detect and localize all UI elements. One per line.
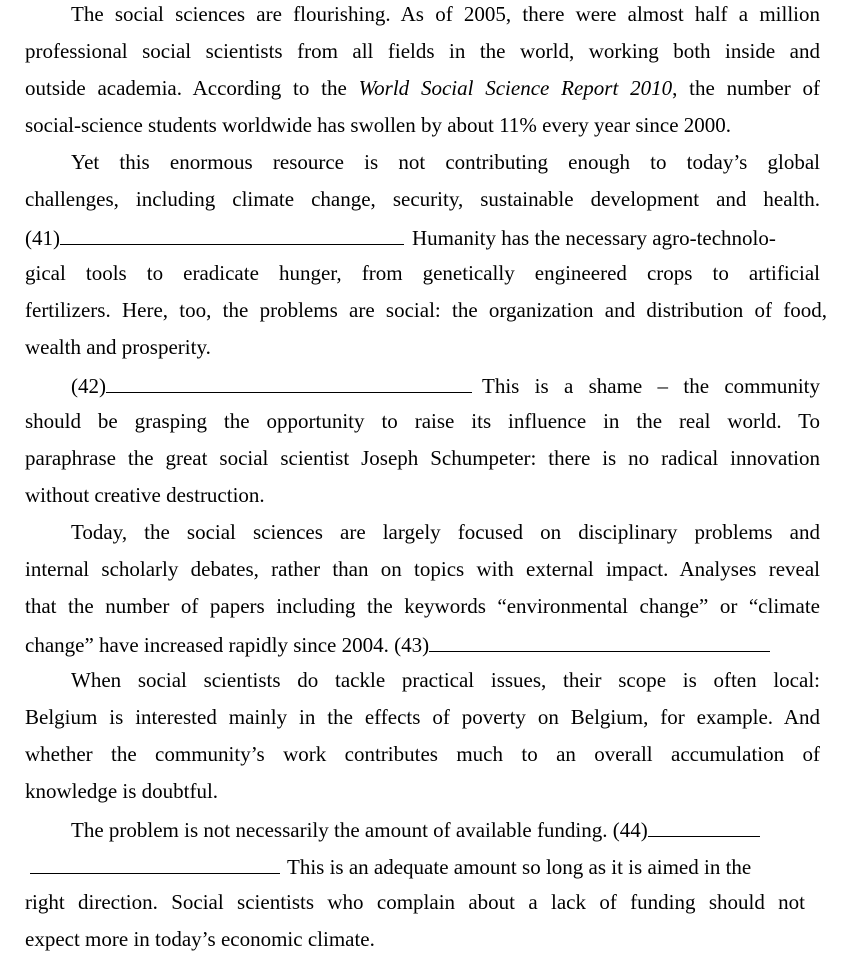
p5-line-1: When social scientists do tackle practical issues, their scope is often local: — [71, 668, 820, 692]
report-title: World Social Science Report 2010 — [358, 76, 673, 100]
p2-line-6: wealth and prosperity. — [25, 335, 211, 359]
blank-41-label: (41) — [25, 226, 60, 250]
p1-line-1: The social sciences are flourishing. As of 2005, there were almost half a million — [71, 2, 820, 26]
p3-line-2: should be grasping the opportunity to raise its influence in the real world. To — [25, 409, 820, 433]
p2-line-5: fertilizers. Here, too, the problems are social: the organization and distribution of food, — [25, 298, 827, 322]
p1-line-4: social-science students worldwide has swollen by about 11% every year since 2000. — [25, 113, 732, 137]
p4-line-2: internal scholarly debates, rather than on topics with external impact. Analyses reveal — [25, 557, 820, 581]
p1-line-3: outside academia. According to the World Social Science Report 2010, the number of — [25, 76, 821, 100]
p4-line-4 — [25, 625, 820, 662]
p2-line-3: (41) Humanity has the necessary agro-technolo- — [25, 218, 820, 255]
p3-line-3: paraphrase the great social scientist Joseph Schumpeter: there is no radical innovation — [25, 446, 820, 470]
blank-44-end[interactable] — [30, 847, 280, 874]
blank-43[interactable] — [429, 625, 770, 652]
p4-line-1: Today, the social sciences are largely focused on disciplinary problems and — [71, 520, 820, 544]
p5-line-2: Belgium is interested mainly in the effects of poverty on Belgium, for example. And — [25, 705, 820, 729]
p1-line-2: professional social scientists from all fields in the world, working both inside and — [25, 39, 820, 63]
p5-line-3: whether the community’s work contributes much to an overall accumulation of — [25, 742, 820, 766]
p3-line-4: without creative destruction. — [25, 483, 265, 507]
p2-line-1: Yet this enormous resource is not contributing enough to today’s global — [71, 150, 820, 174]
p4-line-3: that the number of papers including the keywords “environmental change” or “climate — [25, 594, 820, 618]
p5-line-4: knowledge is doubtful. — [25, 779, 219, 803]
p2-line-2: challenges, including climate change, security, sustainable development and health. — [25, 187, 820, 211]
p6-line-4: expect more in today’s economic climate. — [25, 927, 375, 951]
p2-line-4: gical tools to eradicate hunger, from genetically engineered crops to artificial — [25, 261, 820, 285]
p6-line-2: This is an adequate amount so long as it is aimed in the — [25, 847, 820, 884]
p6-line-3: right direction. Social scientists who complain about a lack of funding should not — [25, 890, 805, 914]
blank-41[interactable] — [60, 218, 404, 245]
blank-44-label: The problem is not necessarily the amount of available funding. (44) — [71, 818, 648, 842]
blank-43-label: change” have increased rapidly since 2004. (43) — [25, 633, 430, 657]
blank-44-start[interactable] — [648, 810, 760, 837]
blank-42-label: (42) — [71, 374, 106, 398]
p6-line-1 — [25, 810, 820, 847]
blank-42[interactable] — [106, 366, 472, 393]
p3-line-1: (42) This is a shame – the community — [25, 366, 820, 403]
